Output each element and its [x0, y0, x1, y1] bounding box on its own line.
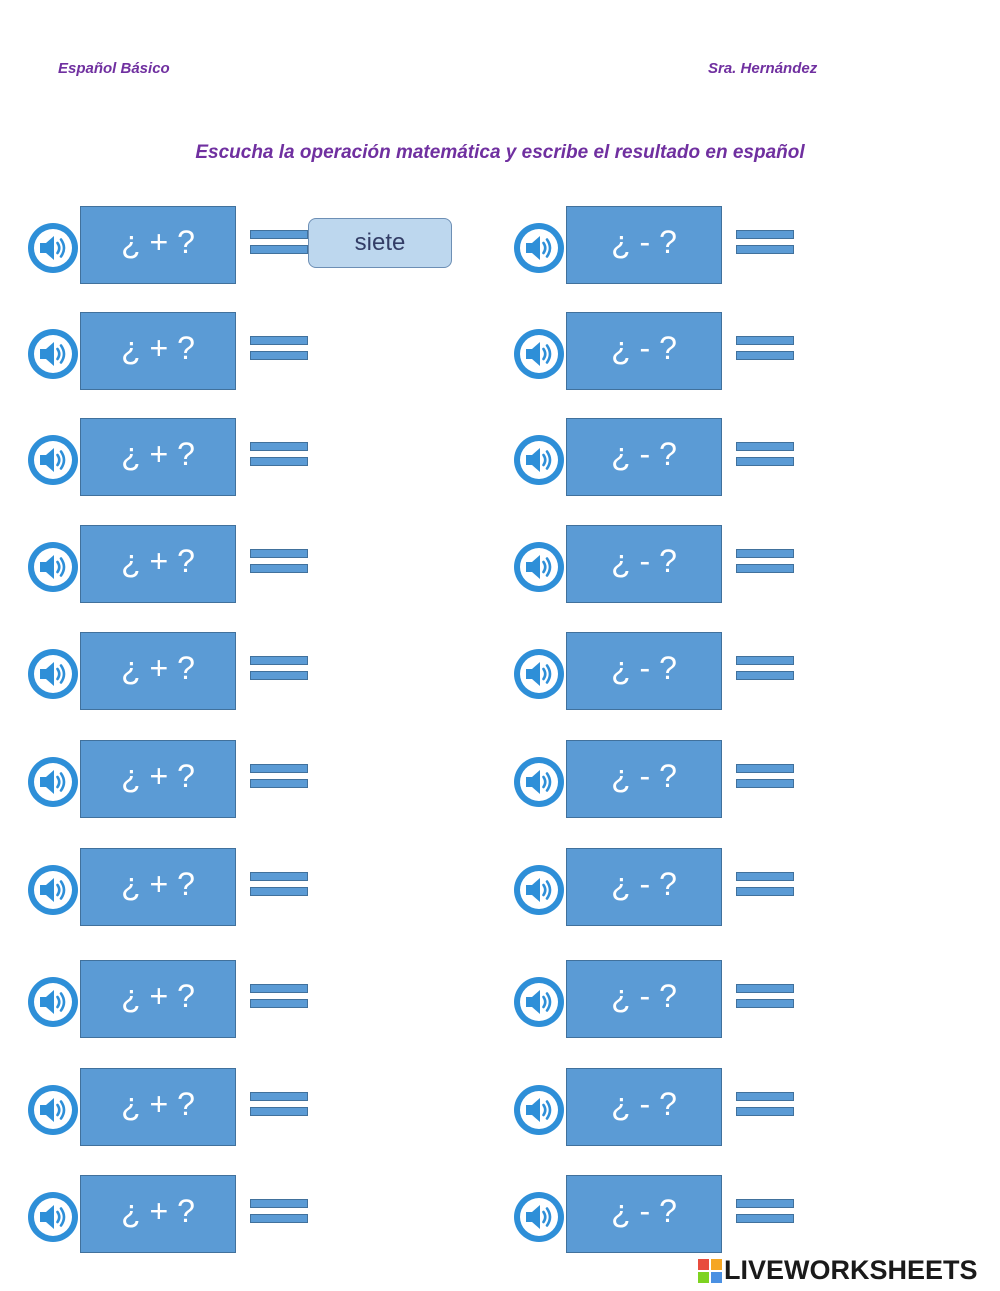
equals-sign — [250, 230, 308, 256]
answer-field[interactable] — [308, 218, 452, 268]
equals-sign — [250, 764, 308, 790]
equals-sign — [736, 336, 794, 362]
addition-row — [28, 206, 508, 290]
speaker-icon[interactable] — [28, 435, 78, 485]
equals-sign — [250, 336, 308, 362]
speaker-icon[interactable] — [28, 1192, 78, 1242]
addition-row — [28, 1175, 508, 1259]
equals-sign — [250, 984, 308, 1010]
speaker-icon[interactable] — [28, 649, 78, 699]
speaker-icon[interactable] — [514, 1192, 564, 1242]
addition-operation-box: ¿ + ? — [80, 1068, 236, 1146]
subtraction-operation-box: ¿ - ? — [566, 740, 722, 818]
subtraction-row — [514, 206, 994, 290]
speaker-icon[interactable] — [28, 1085, 78, 1135]
subtraction-row — [514, 312, 994, 396]
equals-sign — [736, 984, 794, 1010]
subtraction-operation-box: ¿ - ? — [566, 960, 722, 1038]
equals-sign — [736, 656, 794, 682]
addition-row — [28, 960, 508, 1044]
addition-row — [28, 740, 508, 824]
teacher-name: Sra. Hernández — [708, 60, 818, 77]
equals-sign — [250, 549, 308, 575]
addition-operation-box: ¿ + ? — [80, 418, 236, 496]
equals-sign — [736, 442, 794, 468]
equals-sign — [250, 442, 308, 468]
addition-operation-box: ¿ + ? — [80, 960, 236, 1038]
addition-row — [28, 418, 508, 502]
equals-sign — [736, 764, 794, 790]
subtraction-row — [514, 848, 994, 932]
course-title: Español Básico — [58, 60, 170, 77]
speaker-icon[interactable] — [28, 977, 78, 1027]
speaker-icon[interactable] — [514, 977, 564, 1027]
subtraction-operation-box: ¿ - ? — [566, 312, 722, 390]
subtraction-operation-box: ¿ - ? — [566, 418, 722, 496]
addition-operation-box: ¿ + ? — [80, 525, 236, 603]
equals-sign — [736, 872, 794, 898]
addition-operation-box: ¿ + ? — [80, 740, 236, 818]
subtraction-row — [514, 1175, 994, 1259]
subtraction-operation-box: ¿ - ? — [566, 206, 722, 284]
subtraction-row — [514, 525, 994, 609]
addition-row — [28, 632, 508, 716]
equals-sign — [250, 1199, 308, 1225]
speaker-icon[interactable] — [28, 223, 78, 273]
equals-sign — [250, 872, 308, 898]
subtraction-operation-box: ¿ - ? — [566, 525, 722, 603]
subtraction-row — [514, 960, 994, 1044]
equals-sign — [736, 230, 794, 256]
subtraction-row — [514, 1068, 994, 1152]
addition-operation-box: ¿ + ? — [80, 632, 236, 710]
addition-row — [28, 312, 508, 396]
addition-operation-box: ¿ + ? — [80, 312, 236, 390]
speaker-icon[interactable] — [514, 865, 564, 915]
speaker-icon[interactable] — [28, 542, 78, 592]
speaker-icon[interactable] — [514, 649, 564, 699]
liveworksheets-brand: LIVEWORKSHEETS — [724, 1255, 978, 1285]
equals-sign — [736, 1092, 794, 1118]
speaker-icon[interactable] — [28, 757, 78, 807]
speaker-icon[interactable] — [28, 329, 78, 379]
subtraction-row — [514, 418, 994, 502]
speaker-icon[interactable] — [514, 223, 564, 273]
subtraction-row — [514, 632, 994, 716]
addition-row — [28, 525, 508, 609]
speaker-icon[interactable] — [514, 542, 564, 592]
equals-sign — [736, 1199, 794, 1225]
subtraction-operation-box: ¿ - ? — [566, 848, 722, 926]
speaker-icon[interactable] — [28, 865, 78, 915]
speaker-icon[interactable] — [514, 435, 564, 485]
subtraction-operation-box: ¿ - ? — [566, 1068, 722, 1146]
subtraction-row — [514, 740, 994, 824]
addition-row — [28, 1068, 508, 1152]
speaker-icon[interactable] — [514, 757, 564, 807]
addition-row — [28, 848, 508, 932]
equals-sign — [736, 549, 794, 575]
instructions: Escucha la operación matemática y escribe el resultado en español — [195, 142, 805, 163]
addition-operation-box: ¿ + ? — [80, 206, 236, 284]
subtraction-operation-box: ¿ - ? — [566, 1175, 722, 1253]
addition-operation-box: ¿ + ? — [80, 1175, 236, 1253]
speaker-icon[interactable] — [514, 1085, 564, 1135]
subtraction-operation-box: ¿ - ? — [566, 632, 722, 710]
equals-sign — [250, 656, 308, 682]
addition-operation-box: ¿ + ? — [80, 848, 236, 926]
liveworksheets-logo-icon — [698, 1259, 722, 1283]
equals-sign — [250, 1092, 308, 1118]
speaker-icon[interactable] — [514, 329, 564, 379]
